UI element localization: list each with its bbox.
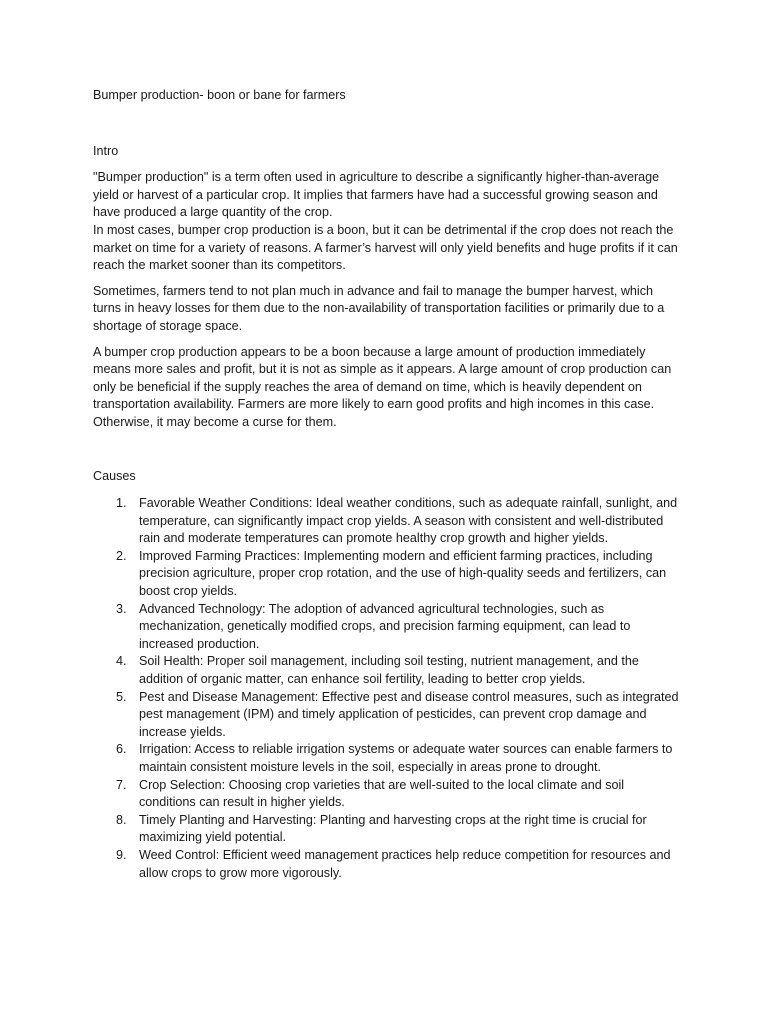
list-item-number: 8. bbox=[116, 812, 127, 827]
list-item bbox=[93, 601, 683, 654]
causes-heading: Causes bbox=[93, 468, 136, 483]
list-item bbox=[93, 741, 683, 776]
list-item-text: Favorable Weather Conditions: Ideal weather conditions, such as adequate rainfall, sunlight, and temperature, can significantly impact crop yields. A season with consistent and well-distributed rain and moderate temperatures can promote healthy crop growth and higher yields. bbox=[139, 496, 678, 546]
list-item bbox=[93, 653, 683, 688]
list-item-number: 3. bbox=[116, 601, 127, 616]
list-item-text: Advanced Technology: The adoption of advanced agricultural technologies, such as mechanization, genetically modified crops, and precision farming equipment, can lead to increased production. bbox=[139, 601, 631, 651]
list-item bbox=[93, 812, 683, 847]
intro-paragraph-1 bbox=[93, 169, 683, 275]
list-item-text: Improved Farming Practices: Implementing modern and efficient farming practices, including precision agriculture, proper crop rotation, and the use of high-quality seeds and fertilizers, can boost crop yields. bbox=[139, 548, 667, 599]
list-item-text: Weed Control: Efficient weed management practices help reduce competition for resources and allow crops to grow more vigorously. bbox=[139, 847, 671, 880]
list-item-text: Pest and Disease Management: Effective pest and disease control measures, such as integrated pest management (IPM) and timely application of pesticides, can prevent crop damage and increase yields. bbox=[139, 689, 679, 739]
list-item-text: Crop Selection: Choosing crop varieties that are well-suited to the local climate and soil conditions can result in higher yields. bbox=[139, 777, 625, 810]
intro-paragraph-2: Sometimes, farmers tend to not plan much in advance and fail to manage the bumper harvest, which turns in heavy losses for them due to the non-availability of transportation facilities or primarily due to a shortage of storage space. bbox=[93, 283, 665, 333]
list-item-number: 2. bbox=[116, 548, 127, 563]
document-body bbox=[93, 87, 683, 882]
causes-list bbox=[93, 495, 683, 882]
list-item bbox=[93, 548, 683, 601]
list-item bbox=[93, 689, 683, 742]
list-item-number: 7. bbox=[116, 777, 127, 792]
list-item-number: 4. bbox=[116, 654, 127, 669]
intro-heading: Intro bbox=[93, 143, 119, 158]
list-item bbox=[93, 495, 683, 548]
intro-paragraph-3: A bumper crop production appears to be a boon because a large amount of production immediately means more sales and profit, but it is not as simple as it appears. A large amount of crop production can only be beneficial if the supply reaches the area of demand on time, which is heavily dependent on transportation availability. Farmers are more likely to earn good profits and high incomes in this case. Otherwise, it may become a curse for them. bbox=[93, 344, 672, 429]
list-item bbox=[93, 777, 683, 812]
list-item-number: 9. bbox=[116, 847, 127, 862]
list-item-text: Irrigation: Access to reliable irrigation systems or adequate water sources can enable farmers to maintain consistent moisture levels in the soil, especially in areas prone to drought. bbox=[139, 742, 673, 774]
list-item-number: 5. bbox=[116, 689, 127, 704]
document-title: Bumper production- boon or bane for farmers bbox=[93, 88, 346, 102]
intro-paragraph-1-part-b: In most cases, bumper crop production is a boon, but it can be detrimental if the crop does not reach the market on time for a variety of reasons. A farmer’s harvest will only yield benefits and huge profits if it can reach the market sooner than its competitors. bbox=[93, 222, 678, 273]
list-item-text: Timely Planting and Harvesting: Planting and harvesting crops at the right time is crucial for maximizing yield potential. bbox=[139, 812, 647, 845]
list-item-text: Soil Health: Proper soil management, including soil testing, nutrient management, and the addition of organic matter, can enhance soil fertility, leading to better crop yields. bbox=[139, 654, 639, 687]
intro-paragraph-1-part-a: "Bumper production" is a term often used in agriculture to describe a significantly higher-than-average yield or harvest of a particular crop. It implies that farmers have had a successful growing season and have produced a large quantity of the crop. bbox=[93, 170, 660, 220]
list-item bbox=[93, 847, 683, 882]
list-item-number: 6. bbox=[116, 742, 127, 757]
list-item-number: 1. bbox=[116, 496, 127, 511]
